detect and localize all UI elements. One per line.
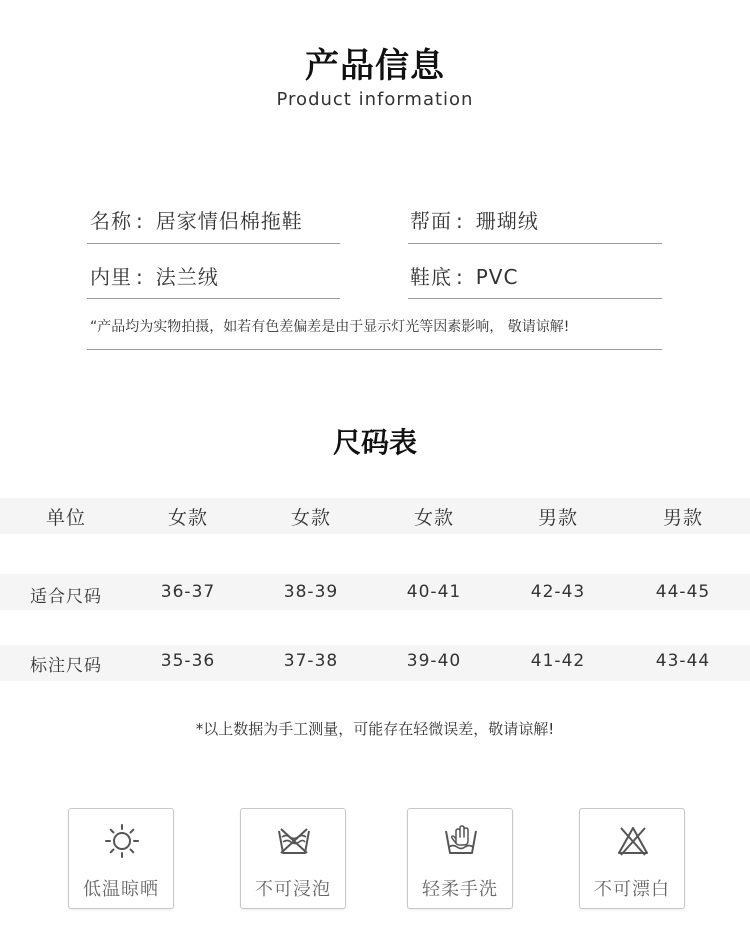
size-fit-cell: 36-37 [160, 582, 216, 602]
size-header-cell: 单位 [45, 507, 86, 529]
size-label-cell: 35-36 [160, 651, 216, 671]
divider [408, 298, 662, 299]
size-fit-cell: 适合尺码 [30, 587, 102, 607]
care-card-sun [68, 808, 174, 909]
info-lining [90, 261, 219, 290]
size-label-cell: 43-44 [655, 651, 711, 671]
info-name [90, 205, 303, 234]
disclaimer-note: “产品均为实物拍摄，如若有色差偏差是由于显示灯光等因素影响， 敬请谅解! [90, 319, 570, 335]
size-fit-cell: 42-43 [530, 582, 586, 602]
sun-icon [104, 823, 140, 859]
info-separator: : [136, 265, 144, 289]
size-header-cell: 女款 [413, 507, 454, 529]
info-separator: : [456, 265, 464, 289]
care-label: 轻柔手洗 [422, 879, 498, 900]
size-header-cell: 男款 [662, 507, 703, 529]
hand-wash-icon [443, 823, 479, 859]
size-label-cell: 37-38 [283, 651, 339, 671]
info-lining-label: 内里 [90, 265, 132, 289]
size-fit-cell: 44-45 [655, 582, 711, 602]
care-card-hand-wash [407, 808, 513, 909]
care-label: 低温晾晒 [83, 879, 159, 900]
page-title: 产品信息 [305, 46, 445, 86]
info-sole-value: PVC [475, 265, 519, 289]
size-label-cell: 标注尺码 [30, 656, 102, 676]
care-label: 不可浸泡 [255, 879, 331, 900]
care-card-no-bleach [579, 808, 685, 909]
info-upper [410, 205, 539, 234]
divider [87, 349, 662, 350]
info-upper-value: 珊瑚绒 [475, 209, 539, 233]
size-fit-cell: 38-39 [283, 582, 339, 602]
size-header-cell: 男款 [537, 507, 578, 529]
info-separator: : [456, 209, 464, 233]
size-chart-title: 尺码表 [332, 426, 417, 459]
divider [87, 243, 340, 244]
divider [408, 243, 662, 244]
no-soak-icon [276, 823, 312, 859]
info-lining-value: 法兰绒 [155, 265, 219, 289]
care-card-no-soak [240, 808, 346, 909]
info-sole-label: 鞋底 [410, 265, 452, 289]
page-subtitle: Product information [276, 89, 474, 110]
size-header-cell: 女款 [290, 507, 331, 529]
no-bleach-icon [615, 823, 651, 859]
size-label-cell: 39-40 [406, 651, 462, 671]
info-separator: : [136, 209, 144, 233]
size-footnote: *以上数据为手工测量，可能存在轻微误差，敬请谅解! [195, 720, 555, 738]
info-sole [410, 261, 518, 290]
size-header-cell: 女款 [167, 507, 208, 529]
care-label: 不可漂白 [594, 879, 670, 900]
info-upper-label: 帮面 [410, 209, 452, 233]
size-fit-cell: 40-41 [406, 582, 462, 602]
divider [87, 298, 340, 299]
info-name-value: 居家情侣棉拖鞋 [155, 209, 303, 233]
size-label-cell: 41-42 [530, 651, 586, 671]
info-name-label: 名称 [90, 209, 132, 233]
